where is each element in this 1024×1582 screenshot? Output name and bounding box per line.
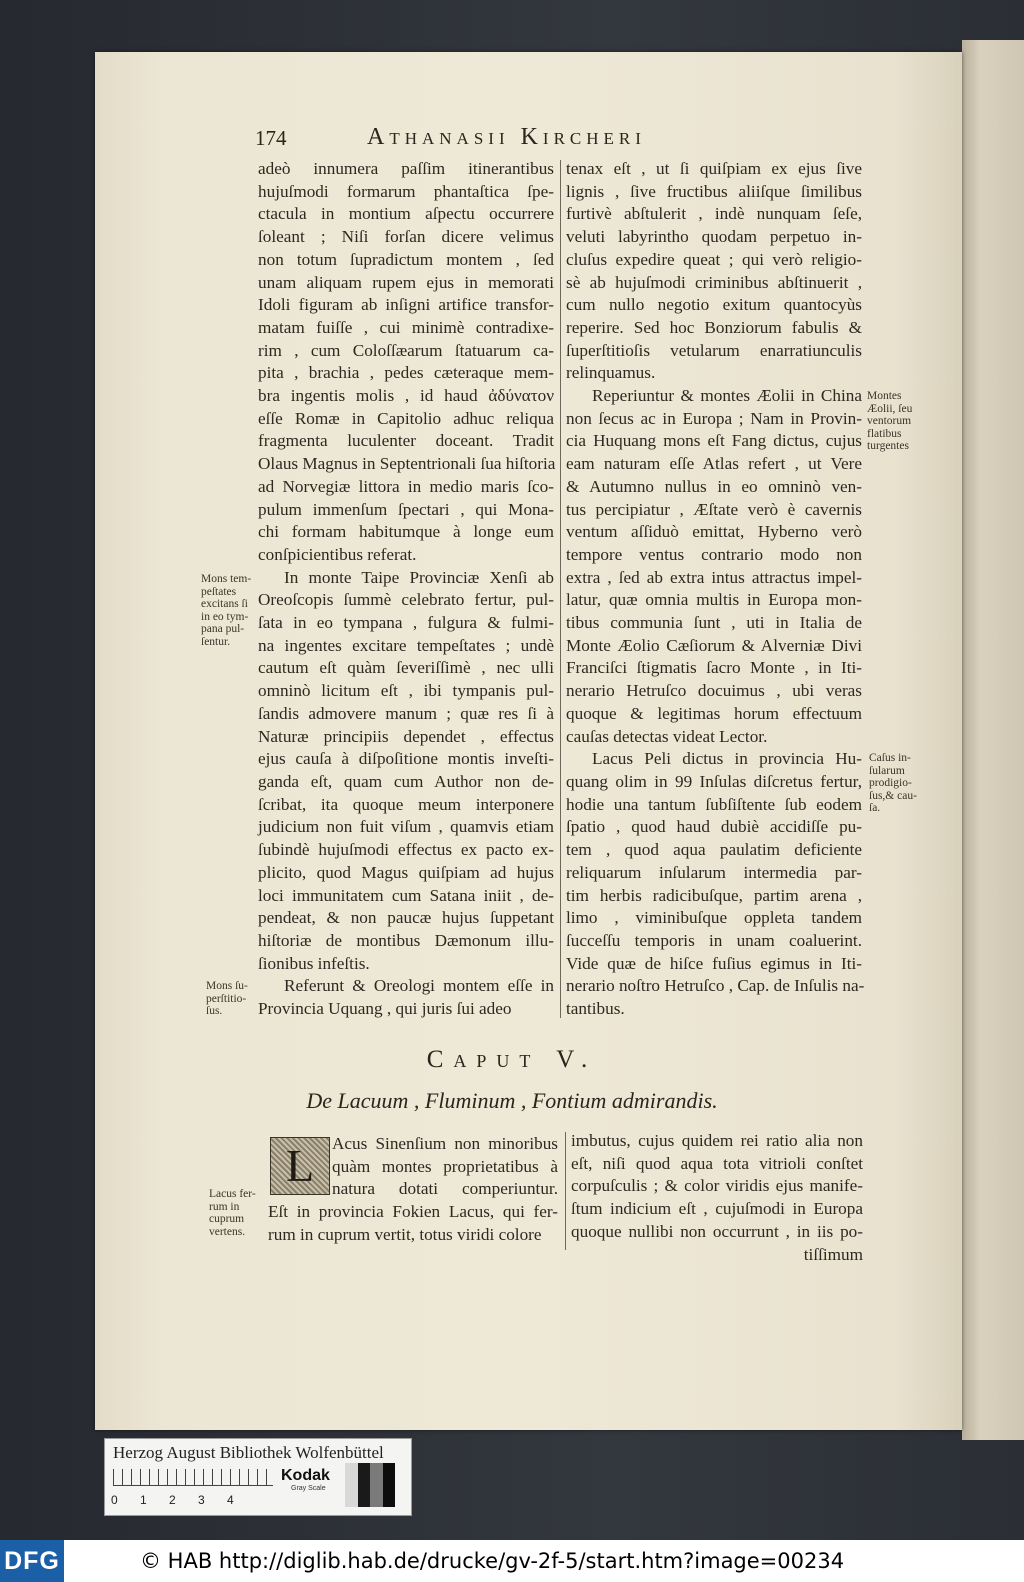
margin-note-line: ſus. <box>206 1005 223 1017</box>
margin-note-line: Lacus fer- <box>209 1188 256 1200</box>
margin-note-line: turgentes <box>867 440 909 452</box>
text-line: ſata in eo tympana , fulgura & fulmi- <box>258 613 554 633</box>
text-line: Acus Sinenſium non minoribus <box>332 1134 558 1153</box>
text-line: ſoleant ; Niſi forſan dicere velimus <box>258 227 554 247</box>
margin-note-line: pana pul- <box>201 623 245 635</box>
margin-note-line: excitans ſi <box>201 598 248 610</box>
text-line: judicium non fuit viſum , quamvis etiam <box>258 817 554 837</box>
text-line: fragmenta luculenter doceant. Tradit <box>258 431 554 451</box>
text-line: reliquarum inſularum intermedia par- <box>566 862 862 882</box>
ruler-tick-label: 0 <box>111 1493 118 1507</box>
text-line: conſpicientibus referat. <box>258 544 417 564</box>
text-line: tim herbis radicibuſque, partim arena , <box>566 885 862 905</box>
text-line: Vide quæ de hiſce fuſius egimus in Iti- <box>566 953 862 973</box>
text-line: reperire. Sed hoc Bonziorum fabulis & <box>566 317 862 337</box>
text-line: bra ingentis molis , id haud ἀδύνατον <box>258 386 554 406</box>
text-line: nerario Hetruſco docuimus , ubi veras <box>566 681 862 701</box>
text-line: tenax eſt , ut ſi quiſpiam ex ejus ſive <box>566 159 862 178</box>
column-rule-top <box>560 160 561 1018</box>
margin-note-line: cuprum <box>209 1213 245 1225</box>
gray-patch <box>358 1463 371 1507</box>
text-line: ſubindè hujuſmodi effectus ex pacto ex- <box>258 840 554 860</box>
gray-patch <box>370 1463 383 1507</box>
margin-note-line: prodigio- <box>869 777 912 789</box>
text-line: ad Norvegiæ littora in medio maris ſco- <box>258 476 554 496</box>
text-line: tiſſimum <box>803 1244 863 1264</box>
text-line: rim , cum Coloſſæarum ſtatuarum ca- <box>258 340 554 360</box>
gray-patch <box>383 1463 396 1507</box>
margin-note-line: in eo tym- <box>201 610 249 623</box>
text-line: ganda eſt, quam cum Author non de- <box>258 771 554 791</box>
text-line: quàm montes proprietatibus à <box>332 1156 558 1176</box>
page-number: 174 <box>255 126 287 150</box>
kodak-brand: Kodak <box>281 1467 330 1484</box>
text-line: ſtum indicium eſt , cujuſmodi in Europa <box>571 1199 863 1219</box>
margin-note-montes-aeolii <box>867 390 912 453</box>
margin-note-line: flatibus <box>867 427 902 440</box>
text-line: hodie una tantum ſubſiſtente ſub eodem <box>566 794 862 814</box>
text-line: cauſas detectas videat Lector. <box>566 726 768 746</box>
text-line: eſt, niſi quod aqua tota vitrioli conſtet <box>571 1153 863 1173</box>
measure-ruler <box>113 1469 273 1486</box>
ruler-tick-label: 2 <box>169 1493 176 1507</box>
text-line: non totum ſupradictum montem , ſed <box>258 249 554 269</box>
page-header <box>255 126 865 156</box>
margin-note-line: Mons tem- <box>201 573 252 585</box>
text-line: cum nullo negotio exitum quantocyùs <box>566 295 862 315</box>
text-line: hujuſmodi formarum phantaſtica ſpe- <box>258 181 554 201</box>
text-line: Olaus Magnus in Septentrionali ſua hiſtoria <box>258 454 556 474</box>
text-line: na ingentes excitare tempeſtates ; undè <box>258 635 554 655</box>
text-line: Reperiuntur & montes Æolii in China <box>592 386 862 406</box>
text-line: ſucceſſu temporis in unam coaluerint. <box>566 930 862 950</box>
text-line: tus percipiatur , Æſtate verò è cavernis <box>566 499 862 519</box>
margin-note-line: vertens. <box>209 1225 246 1238</box>
text-line: plicito, quod Magus quiſpiam ad hujus <box>258 862 554 882</box>
chapter-title: Caput V. <box>426 1046 598 1073</box>
text-line: tibus communia ſunt , uti in Italia de <box>566 613 862 633</box>
margin-note-line: ventorum <box>867 415 912 427</box>
library-name: Herzog August Bibliothek Wolfenbüttel <box>113 1443 384 1462</box>
text-line: cautum eſt quàm ſeveriſſimè , nec ulli <box>258 658 554 678</box>
text-line: ejus cauſa à diſpoſitione montis inveſti- <box>258 749 554 769</box>
text-line: extra , ſed ab extra intus attractus impel- <box>566 567 862 587</box>
text-line: non ſecus ac in Europa ; Nam in Provin- <box>566 408 862 428</box>
text-line: pulum immenſum ſpectari , qui Mona- <box>258 499 554 519</box>
right-column <box>566 158 865 1021</box>
gray-scale-patches <box>345 1463 395 1507</box>
text-line: natura dotati comperiuntur. <box>332 1179 558 1199</box>
dfg-logo[interactable]: DFG <box>0 1540 64 1582</box>
text-line: unam aliquam rupem ejus in memorati <box>258 272 554 292</box>
text-line: lignis , ſive fructibus aliiſque ſimilibus <box>566 181 862 201</box>
text-line: cluſus expedire queat ; qui verò religio- <box>566 249 862 269</box>
text-line: Naturæ principiis dependet , effectus <box>258 726 554 746</box>
viewer-footer <box>0 1540 1024 1582</box>
margin-note-line: Mons ſu- <box>206 980 248 992</box>
text-line: matam fuiſſe , cui minimè contradixe- <box>258 317 554 337</box>
credit-link[interactable]: © HAB http://diglib.hab.de/drucke/gv-2f-5/start.htm?image=00234 <box>140 1549 845 1573</box>
text-line: & Autumno nullus in eo omninò ven- <box>566 476 862 496</box>
margin-note-lacus-ferrum <box>209 1188 256 1238</box>
text-line: eſſe Romæ in Capitolio adhuc reliqua <box>258 408 554 428</box>
margin-note-line: peſtates <box>201 585 237 598</box>
scan-color-label <box>104 1438 412 1516</box>
text-line: ſandis admovere manum ; quæ res ſi à <box>258 703 554 723</box>
text-line: corpuſculis ; & color viridis ejus manife- <box>571 1176 863 1196</box>
text-line: ſuperſtitioſis vetularum enarratiunculis <box>566 340 862 360</box>
margin-note-line: ſus,& cau- <box>869 789 917 802</box>
text-line: quang olim in 99 Inſulas diſcretus fertur, <box>566 771 862 791</box>
text-line: In monte Taipe Provinciæ Xenſi ab <box>284 567 554 587</box>
initial-letter: L <box>285 1140 315 1191</box>
text-line: Provincia Uquang , qui juris ſui adeo <box>258 999 512 1019</box>
text-line: tem , quod aqua paulatim deficiente <box>566 840 862 860</box>
text-line: pendeat, & non paucæ hujus ſuppetant <box>258 908 554 928</box>
text-line: Lacus Peli dictus in provincia Hu- <box>592 749 862 769</box>
chapter-right-column <box>571 1130 863 1266</box>
margin-note-line: Æolii, ſeu <box>867 402 913 415</box>
text-line: nerario noſtro Hetruſco , Cap. de Inſulis na- <box>566 976 865 996</box>
text-line: furtivè abſtulerit , indè nunquam ſeſe, <box>566 204 862 224</box>
text-line: imbutus, cujus quidem rei ratio alia non <box>571 1131 863 1150</box>
text-line: adeò innumera paſſim itinerantibus <box>258 159 554 178</box>
margin-note-casus-insularum <box>869 752 917 815</box>
text-line: rum in cuprum vertit, totus viridi colore <box>268 1224 542 1244</box>
text-line: quoque nullibi non occurrunt , in iis po- <box>571 1221 863 1241</box>
text-line: omninò licitum eſt , ibi tympanis pul- <box>258 681 554 701</box>
margin-note-line: Montes <box>867 390 902 402</box>
ruler-ticks <box>111 1493 256 1507</box>
chapter-left-column <box>268 1133 558 1247</box>
left-column <box>258 158 554 1021</box>
text-line: Oreoſcopis ſummè celebrato fertur, pul- <box>258 590 554 610</box>
gray-scale-label: Gray Scale <box>291 1485 326 1492</box>
ruler-tick-label: 1 <box>140 1493 147 1507</box>
text-line: Idoli figuram ab inſigni artifice transfor- <box>258 295 554 315</box>
column-rule-bottom <box>565 1132 566 1250</box>
text-line: Referunt & Oreologi montem eſſe in <box>284 976 554 996</box>
running-title: Athanasii Kircheri <box>367 124 646 150</box>
text-line: limo , viminibuſque oppleta tandem <box>566 908 862 928</box>
adjacent-page-edge <box>962 40 1024 1440</box>
text-line: cia Huquang mons eſt Fang dictus, cujus <box>566 431 862 451</box>
text-line: ventum aſſiduò emittat, Hyberno verò <box>566 522 862 542</box>
margin-note-line: rum in <box>209 1200 240 1213</box>
text-line: pita , brachia , pedes cæteraque mem- <box>258 363 554 383</box>
text-line: ſpatio , quod haud dubiè accidiſſe pu- <box>566 817 862 837</box>
kodak-mark <box>281 1467 330 1492</box>
text-line: tempore ventus contrario modo non <box>566 544 862 564</box>
text-line: veluti labyrintho quodam perpetuo in- <box>566 227 862 247</box>
text-line: Monte Æolio Cæſiorum & Alverniæ Divi <box>566 635 862 655</box>
margin-note-line: ſa. <box>869 802 881 814</box>
chapter-subtitle: De Lacuum , Fluminum , Fontium admirandis. <box>306 1088 718 1113</box>
margin-note-line: Caſus in- <box>869 752 911 764</box>
margin-note-mons-tempestates <box>201 573 251 648</box>
text-line: latur, quæ omnia multis in Europa mon- <box>566 590 862 610</box>
text-line: Franciſci ſtigmatis ſacro Monte , in Iti- <box>566 658 862 678</box>
text-line: ſionibus infeſtis. <box>258 953 370 973</box>
ruler-tick-label: 4 <box>227 1493 234 1507</box>
text-line: chi formam habitumque à longe eum <box>258 522 554 542</box>
ruler-tick-label: 3 <box>198 1493 205 1507</box>
gray-patch <box>345 1463 358 1507</box>
text-line: sè ab hujuſmodi criminibus abſtinuerit , <box>566 272 862 292</box>
text-line: loci immunitatem cum Satana iniit , de- <box>258 885 554 905</box>
margin-note-line: perſtitio- <box>206 992 247 1005</box>
text-line: Eſt in provincia Fokien Lacus, qui fer- <box>268 1202 558 1222</box>
text-line: ſcribat, ita quoque meum interponere <box>258 794 554 814</box>
text-line: tantibus. <box>566 999 625 1019</box>
margin-note-mons-superstitiosus <box>206 980 248 1018</box>
text-line: relinquamus. <box>566 363 656 383</box>
margin-note-line: ſentur. <box>201 635 231 648</box>
text-line: hiſtoriæ de montibus Dæmonum illu- <box>258 930 554 950</box>
text-line: quoque & legitimas horum effectuum <box>566 703 862 723</box>
margin-note-line: ſularum <box>869 764 905 777</box>
text-line: ctacula in montium aſpectu occurrere <box>258 204 554 224</box>
text-line: eam naturam eſſe Atlas refert , ut Vere <box>566 454 862 474</box>
